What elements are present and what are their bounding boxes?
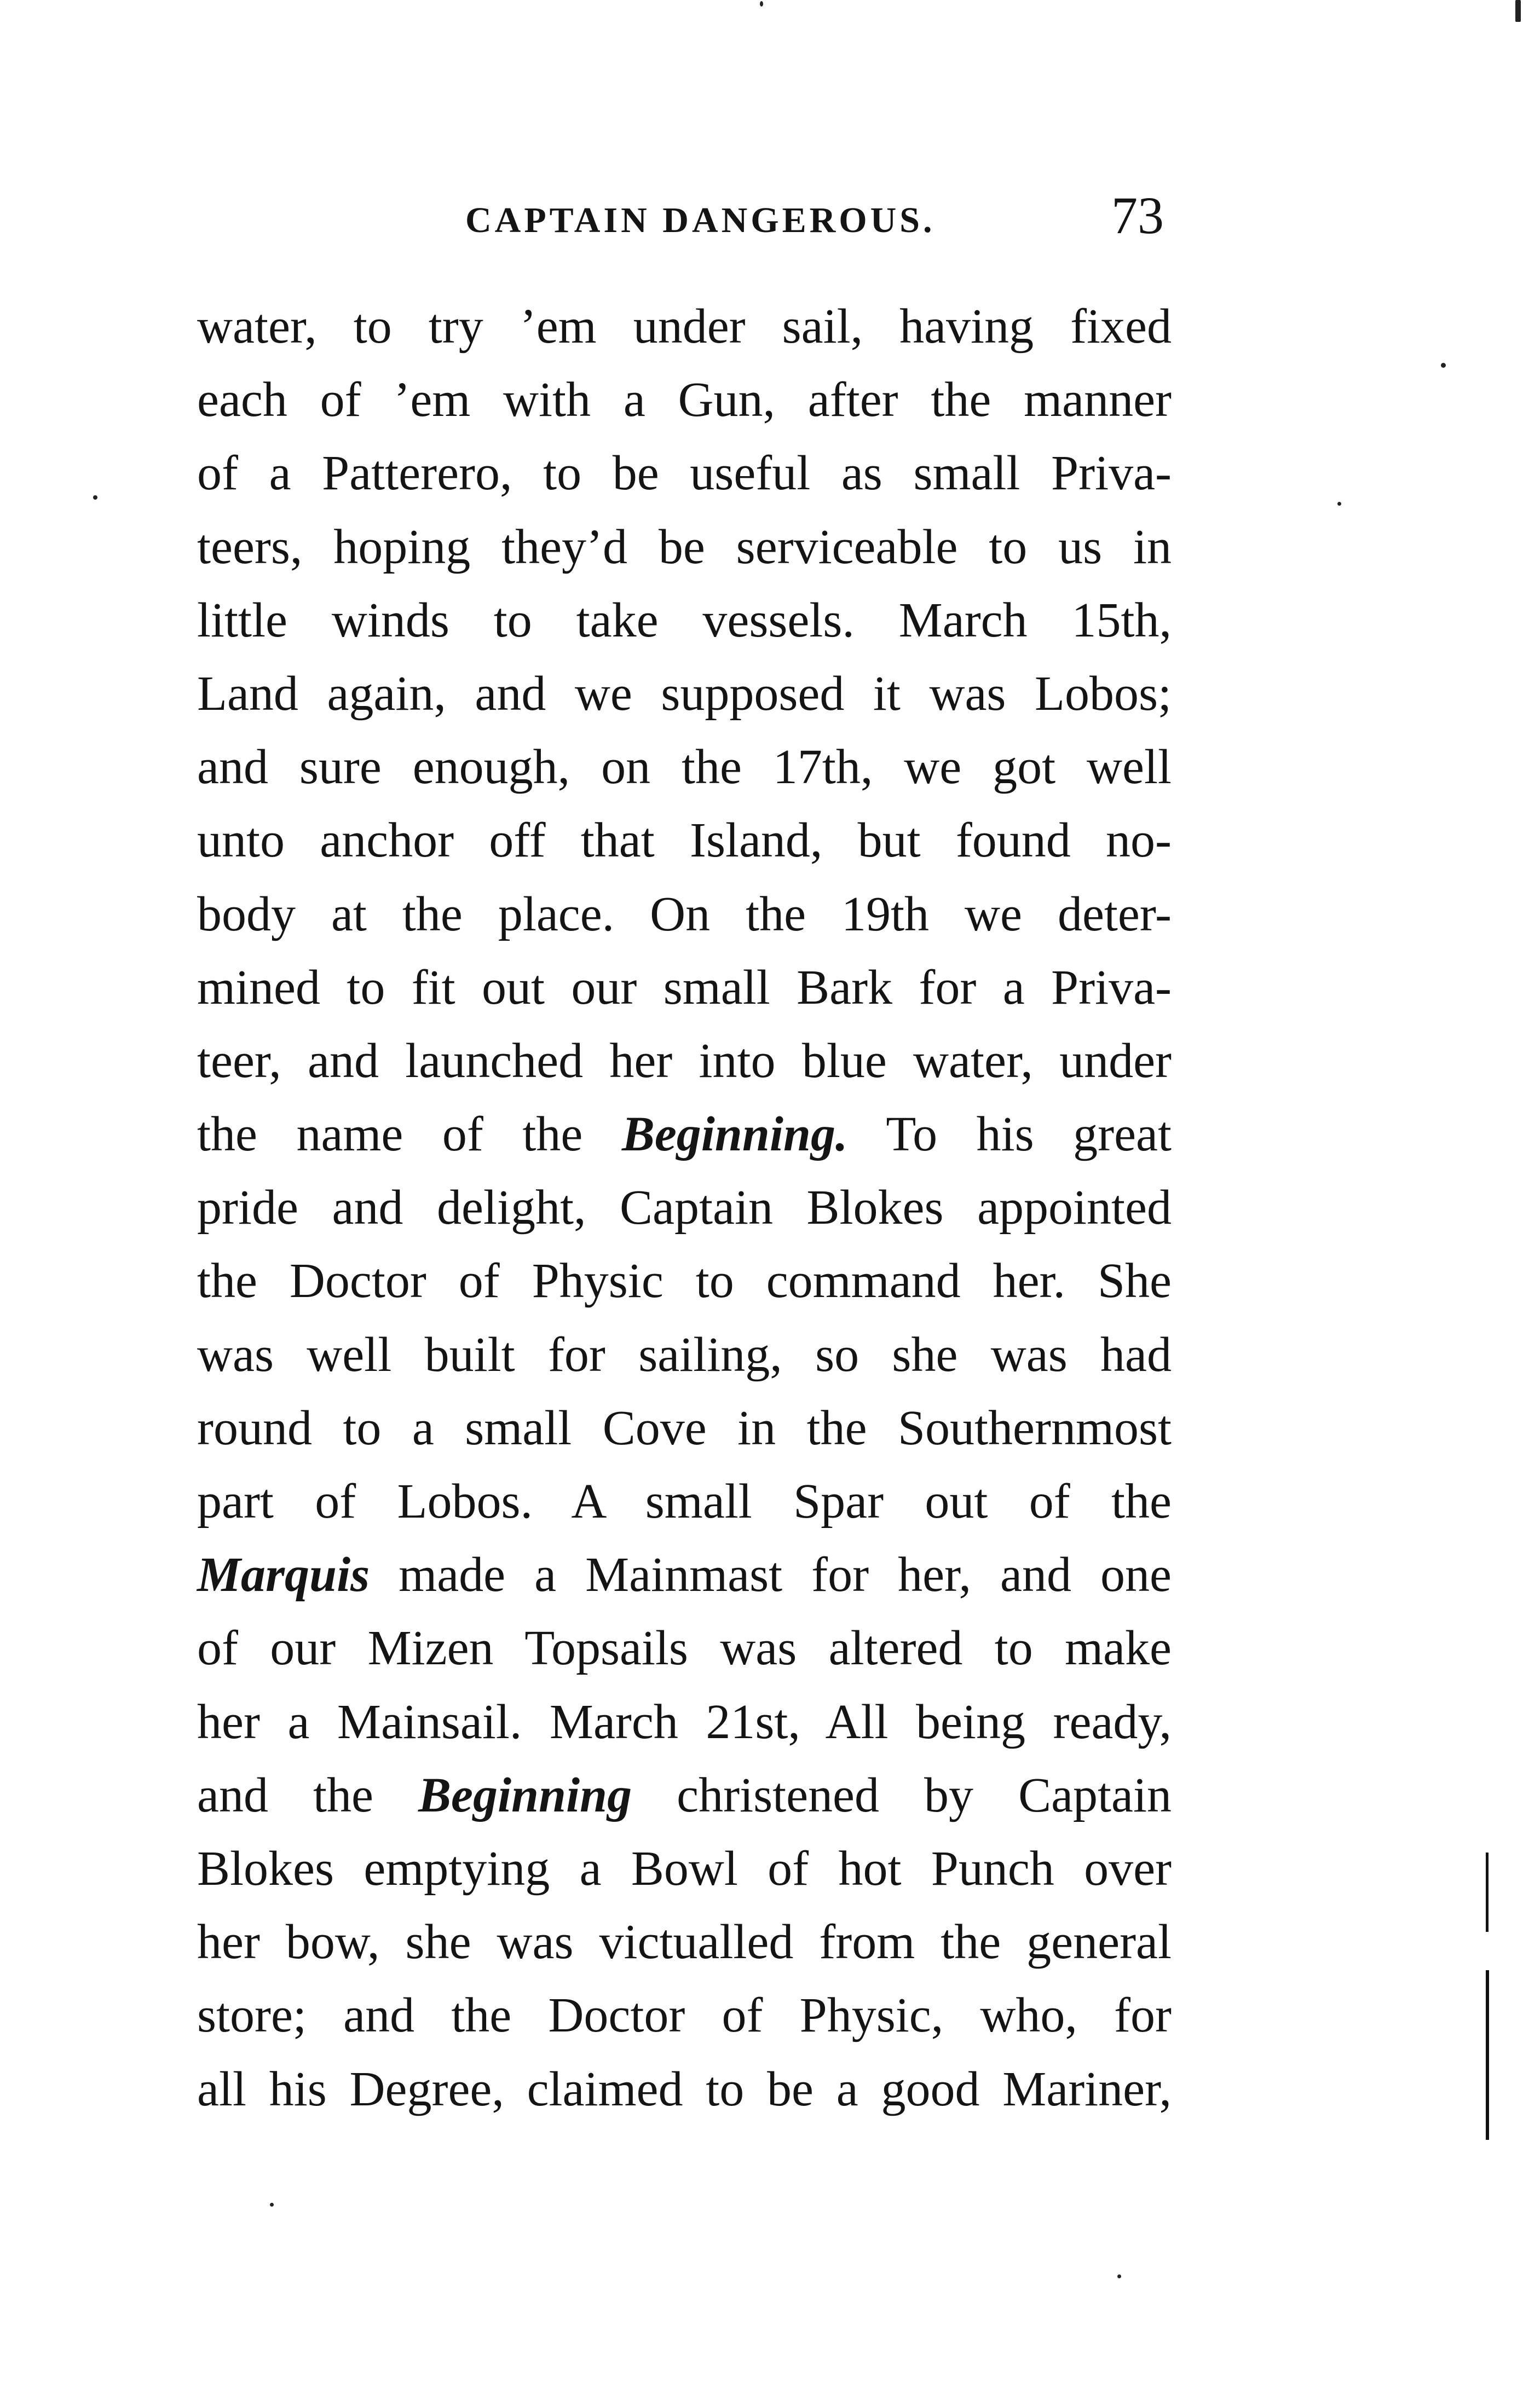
- scan-speck: [1441, 363, 1446, 368]
- text-line: [197, 511, 1172, 584]
- text-line: [197, 804, 1172, 877]
- scan-edge-line: [1486, 1853, 1489, 1932]
- text-line: [197, 731, 1172, 804]
- text-line: [197, 437, 1172, 510]
- text-line: [197, 1171, 1172, 1244]
- text-run: the name of the: [197, 1107, 622, 1162]
- text-run: the Doctor of Physic to command her. She: [197, 1254, 1172, 1309]
- body-text: [197, 290, 1172, 2126]
- text-run: teer, and launched her into blue water, under: [197, 1033, 1172, 1088]
- text-line: [197, 1465, 1172, 1538]
- text-run: To his great: [847, 1107, 1172, 1162]
- text-run: little winds to take vessels. March 15th,: [197, 593, 1172, 647]
- text-run: and the: [197, 1768, 418, 1822]
- text-run: each of ’em with a Gun, after the manner: [197, 373, 1172, 427]
- text-run: of our Mizen Topsails was altered to make: [197, 1621, 1172, 1676]
- text-run: Land again, and we supposed it was Lobos;: [197, 666, 1172, 721]
- text-line: [197, 1244, 1172, 1318]
- text-run: store; and the Doctor of Physic, who, for: [197, 1988, 1172, 2043]
- scan-speck: [1117, 2274, 1121, 2278]
- scan-speck: [760, 1, 763, 7]
- text-run: teers, hoping they’d be serviceable to us in: [197, 519, 1172, 574]
- text-run: Blokes emptying a Bowl of hot Punch over: [197, 1841, 1172, 1896]
- text-line: [197, 878, 1172, 951]
- text-run: her bow, she was victualled from the general: [197, 1915, 1172, 1970]
- text-run: all his Degree, claimed to be a good Mariner,: [197, 2062, 1172, 2116]
- text-line: [197, 1759, 1172, 1832]
- running-head: CAPTAIN DANGEROUS.: [465, 200, 936, 240]
- text-line: [197, 1318, 1172, 1392]
- text-line: [197, 2053, 1172, 2126]
- text-line: [197, 584, 1172, 657]
- page-number: 73: [1111, 186, 1164, 245]
- text-run: mined to fit out our small Bark for a Priva-: [197, 960, 1172, 1015]
- text-run: water, to try ’em under sail, having fixed: [197, 299, 1172, 354]
- scan-speck: [1337, 502, 1341, 506]
- text-line: [197, 657, 1172, 731]
- scan-speck: [1515, 0, 1521, 22]
- text-run: and sure enough, on the 17th, we got well: [197, 740, 1172, 795]
- text-line: [197, 951, 1172, 1024]
- italic-ship-name: Marquis: [197, 1548, 370, 1602]
- text-line: [197, 363, 1172, 437]
- text-line: [197, 1832, 1172, 1906]
- text-run: of a Patterero, to be useful as small Priva-: [197, 446, 1172, 501]
- text-run: part of Lobos. A small Spar out of the: [197, 1474, 1172, 1529]
- text-line: [197, 1024, 1172, 1098]
- text-line: [197, 1906, 1172, 1979]
- italic-ship-name: Beginning: [418, 1768, 632, 1822]
- scan-edge-line: [1486, 1970, 1489, 2140]
- text-line: [197, 1392, 1172, 1465]
- italic-ship-name: Beginning.: [621, 1107, 848, 1162]
- text-run: unto anchor off that Island, but found no-: [197, 813, 1172, 868]
- text-run: was well built for sailing, so she was had: [197, 1327, 1172, 1382]
- text-run: made a Mainmast for her, and one: [370, 1548, 1172, 1602]
- scan-speck: [270, 2203, 274, 2207]
- text-run: christened by Captain: [632, 1768, 1172, 1822]
- text-run: round to a small Cove in the Southernmost: [197, 1400, 1172, 1455]
- text-run: pride and delight, Captain Blokes appointed: [197, 1180, 1172, 1235]
- scan-speck: [93, 495, 97, 500]
- text-line: [197, 1686, 1172, 1759]
- text-run: body at the place. On the 19th we deter-: [197, 887, 1172, 941]
- text-line: [197, 1098, 1172, 1171]
- text-run: her a Mainsail. March 21st, All being ready,: [197, 1694, 1172, 1749]
- text-line: [197, 1612, 1172, 1685]
- text-line: [197, 290, 1172, 363]
- text-line: [197, 1979, 1172, 2052]
- text-line: [197, 1538, 1172, 1612]
